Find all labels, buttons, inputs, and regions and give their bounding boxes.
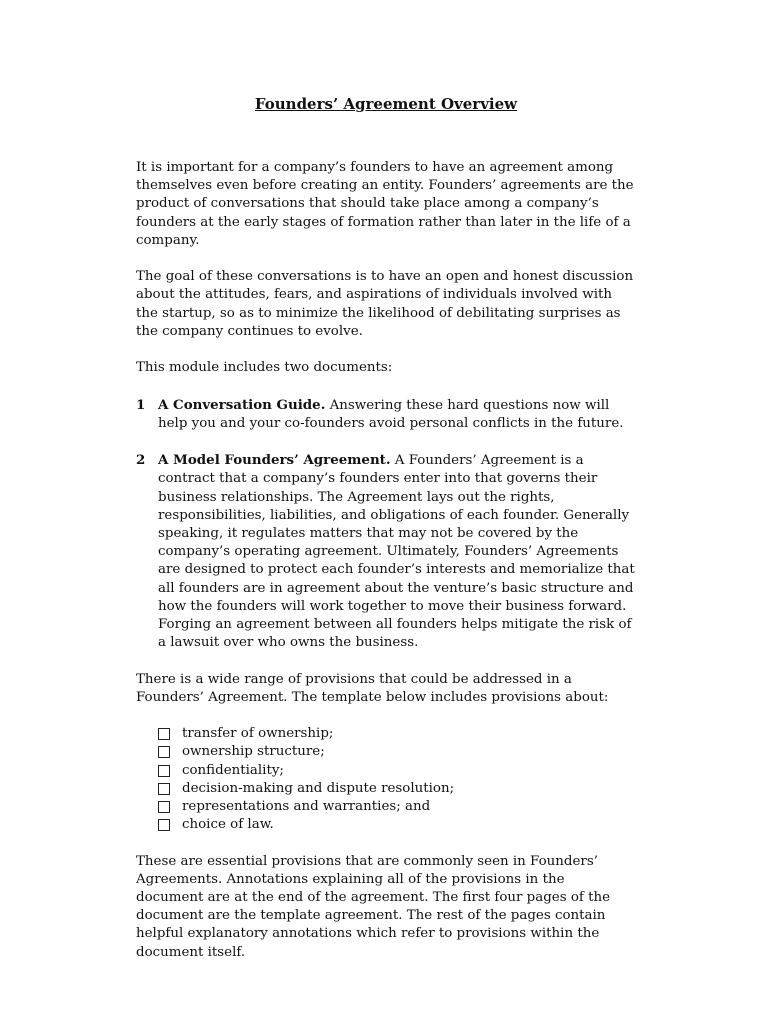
item-text: Answering these hard questions now will help you and your co-founders avoid personal conflicts in the future. — [158, 397, 624, 431]
list-item — [158, 780, 636, 798]
provision-text: ownership structure; — [182, 744, 325, 760]
goal-paragraph: The goal of these conversations is to have an open and honest discussion about the attitudes, fears, and aspirations of individuals involved with the startup, so as to minimize the likelihood of debilitating surprises as the company continues to evolve. — [136, 269, 634, 339]
empty-checkbox-icon — [158, 783, 170, 795]
provisions-checklist — [136, 725, 636, 834]
numbered-item-model-agreement — [136, 451, 636, 652]
item-lead: A Conversation Guide. — [158, 396, 326, 413]
provision-text: confidentiality; — [182, 762, 284, 778]
empty-checkbox-icon — [158, 765, 170, 777]
empty-checkbox-icon — [158, 819, 170, 831]
numbered-item-conversation-guide — [136, 396, 636, 433]
provisions-intro-paragraph: There is a wide range of provisions that could be addressed in a Founders’ Agreement. The template below includes provisions about: — [136, 671, 609, 705]
closing-paragraph: These are essential provisions that are commonly seen in Founders’ Agreements. Annotations explaining all of the provisions in the document are at the end of the agreement. The first four pages of the document are the template agreement. The rest of the pages contain helpful explanatory annotations which refer to provisions within the document itself. — [136, 853, 611, 960]
document-title: Founders’ Agreement Overview — [254, 95, 518, 113]
list-item — [158, 743, 636, 761]
list-item — [158, 725, 636, 743]
provision-text: decision-making and dispute resolution; — [182, 780, 455, 796]
empty-checkbox-icon — [158, 801, 170, 813]
list-item — [158, 762, 636, 780]
document-page — [136, 93, 636, 980]
provision-text: transfer of ownership; — [182, 726, 334, 742]
provision-text: representations and warranties; and — [182, 798, 431, 814]
empty-checkbox-icon — [158, 746, 170, 758]
item-number: 1 — [136, 396, 146, 413]
list-item — [158, 816, 636, 834]
provision-text: choice of law. — [182, 817, 274, 833]
module-paragraph: This module includes two documents: — [136, 360, 393, 376]
item-lead: A Model Founders’ Agreement. — [158, 452, 391, 469]
empty-checkbox-icon — [158, 728, 170, 740]
item-number: 2 — [136, 452, 146, 469]
item-text: A Founders’ Agreement is a contract that a company’s founders enter into that governs their business relationships. The Agreement lays out the rights, responsibilities, liabilities, and obligations of each founder. Generally speaking, it regulates matters that may not be covered by the company’s operating agreement. Ultimately, Founders’ Agreements are designed to protect each founder’s interests and memorialize that all founders are in agreement about the venture’s basic structure and how the founders will work together to move their business forward. Forging an agreement between all founders helps mitigate the risk of a lawsuit over who owns the business. — [158, 453, 635, 651]
intro-paragraph: It is important for a company’s founders to have an agreement among themselves even before creating an entity. Founders’ agreements are the product of conversations that should take place among a company’s founders at the early stages of formation rather than later in the life of a company. — [136, 160, 634, 248]
list-item — [158, 798, 636, 816]
